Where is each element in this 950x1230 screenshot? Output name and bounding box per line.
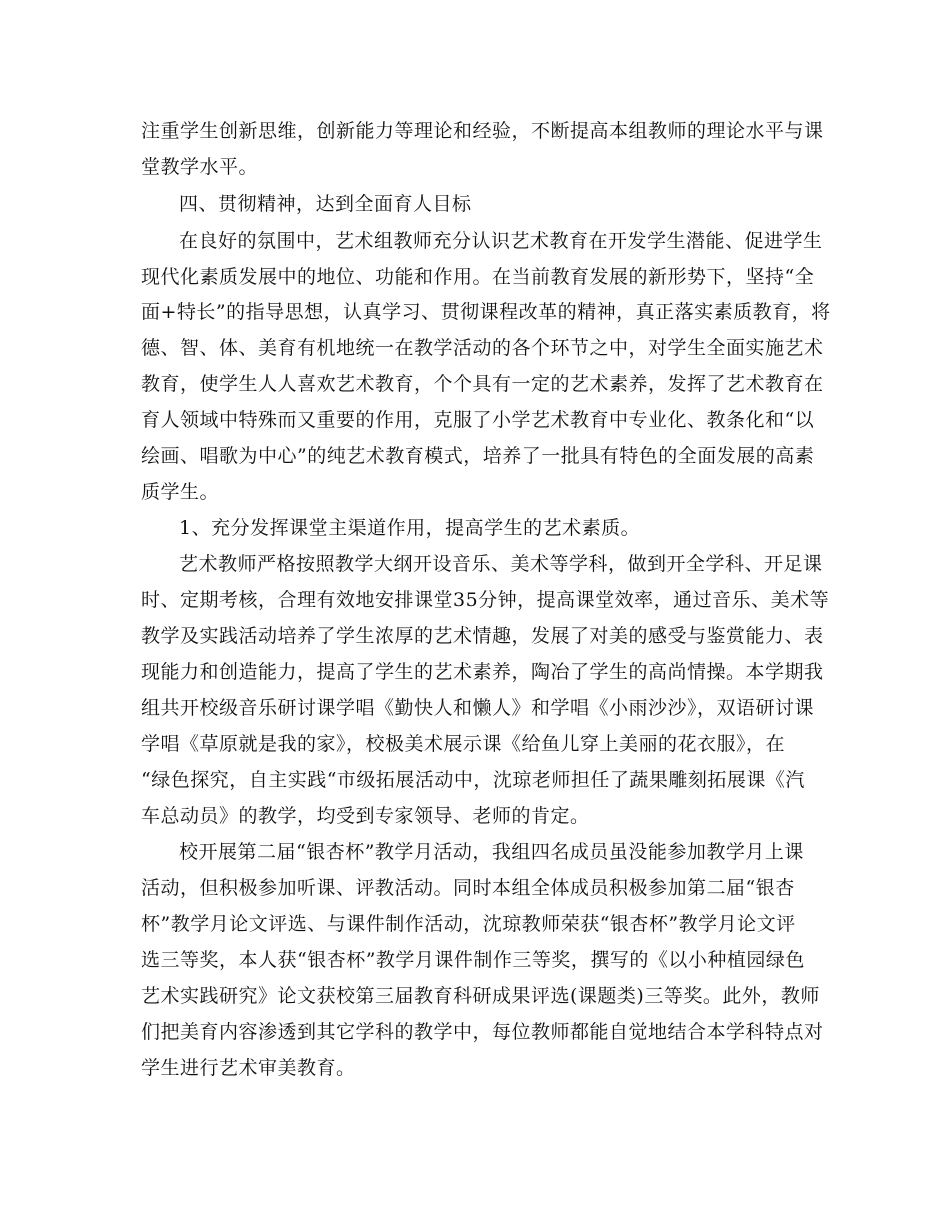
text-line: 现代化素质发展中的地位、功能和作用。在当前教育发展的新形势下，坚持“全 — [141, 266, 815, 288]
subsection-heading: 1、充分发挥课堂主渠道作用，提高学生的艺术素质。 — [179, 517, 641, 539]
text-line: 艺术教师严格按照教学大纲开设音乐、美术等学科，做到开全学科、开足课 — [179, 553, 823, 575]
text-line: 德、智、体、美育有机地统一在教学活动的各个环节之中，对学生全面实施艺术 — [141, 337, 824, 359]
text-line: 注重学生创新思维，创新能力等理论和经验，不断提高本组教师的理论水平与课 — [141, 120, 824, 142]
text-line: 时、定期考核，合理有效地安排课堂35分钟，提高课堂效率，通过音乐、美术等 — [141, 589, 830, 611]
text-line: 绘画、唱歌为中心”的纯艺术教育模式，培养了一批具有特色的全面发展的高素 — [141, 445, 815, 467]
text-line: 艺术实践研究》论文获校第三届教育科研成果评选(课题类)三等奖。此外，教师 — [141, 985, 820, 1007]
text-line: 堂教学水平。 — [141, 156, 259, 178]
text-line: 教育，使学生人人喜欢艺术教育，个个具有一定的艺术素养，发挥了艺术教育在 — [141, 373, 824, 395]
text-line: 面+特长”的指导思想，认真学习、贯彻课程改革的精神，真正落实素质教育，将 — [141, 301, 831, 323]
text-line: 选三等奖，本人获“银杏杯”教学月课件制作三等奖，撰写的《以小种植园绿色 — [141, 949, 805, 971]
text-line: 质学生。 — [141, 481, 220, 503]
text-line: 学唱《草原就是我的家》，校极美术展示课《给鱼儿穿上美丽的花衣服》，在 — [141, 733, 786, 755]
text-line: “绿色探究，自主实践“市级拓展活动中，沈琼老师担任了蔬果雕刻拓展课《汽 — [141, 769, 805, 791]
text-line: 活动，但积极参加听课、评教活动。同时本组全体成员积极参加第二届“银杏 — [141, 877, 795, 899]
text-line: 学生进行艺术审美教育。 — [141, 1057, 356, 1079]
text-line: 组共开校级音乐研讨课学唱《勤快人和懒人》和学唱《小雨沙沙》，双语研讨课 — [141, 697, 815, 719]
text-line: 们把美育内容渗透到其它学科的教学中，每位教师都能自觉地结合本学科特点对 — [141, 1021, 824, 1043]
text-line: 校开展第二届“银杏杯”教学月活动，我组四名成员虽没能参加教学月上课 — [179, 841, 804, 863]
text-line: 车总动员》的教学，均受到专家领导、老师的肯定。 — [141, 805, 590, 827]
text-line: 现能力和创造能力，提高了学生的艺术素养，陶冶了学生的高尚情操。本学期我 — [141, 661, 824, 683]
text-line: 教学及实践活动培养了学生浓厚的艺术情趣，发展了对美的感受与鉴赏能力、表 — [141, 625, 824, 647]
section-heading: 四、贯彻精神，达到全面育人目标 — [179, 193, 472, 215]
text-line: 杯”教学月论文评选、与课件制作活动，沈琼教师荣获“银杏杯”教学月论文评 — [141, 913, 796, 935]
text-line: 育人领域中特殊而又重要的作用，克服了小学艺术教育中专业化、教条化和“以 — [141, 409, 815, 431]
text-line: 在良好的氛围中，艺术组教师充分认识艺术教育在开发学生潜能、促进学生 — [179, 230, 823, 252]
